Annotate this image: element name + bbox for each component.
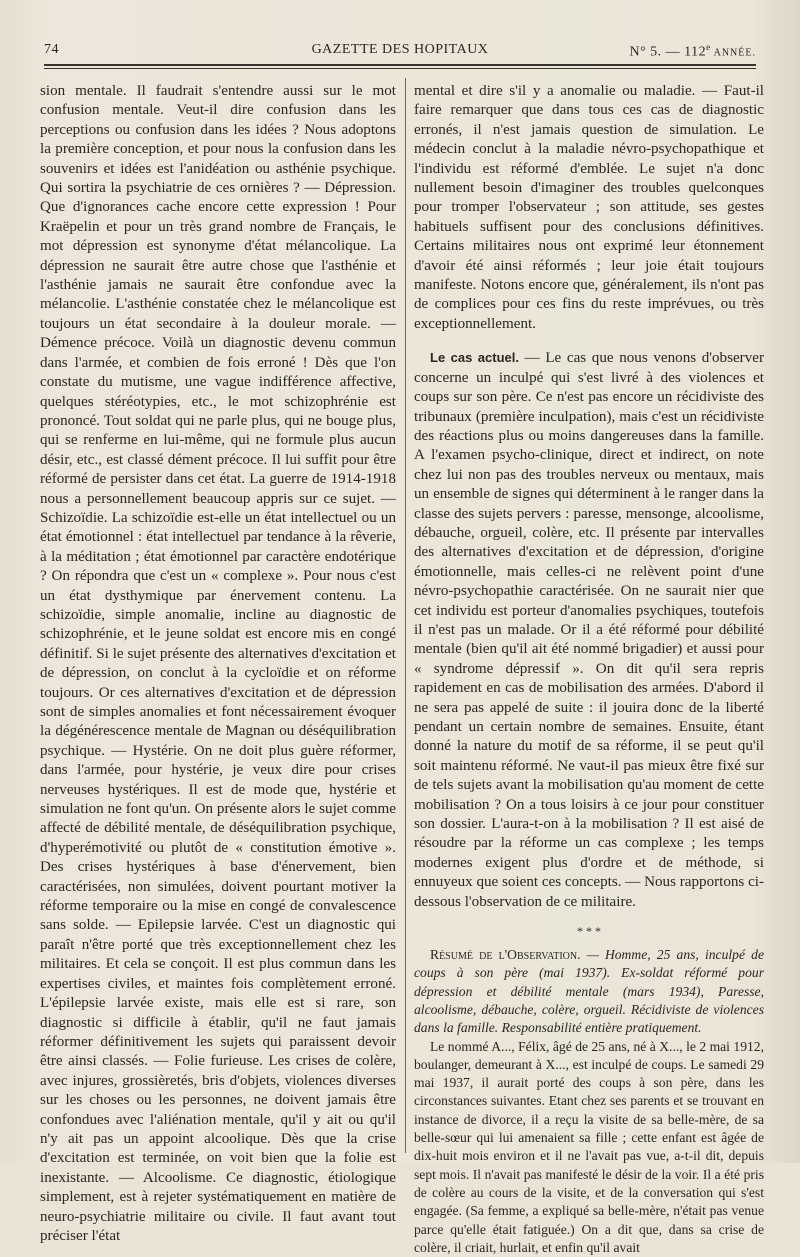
journal-title: GAZETTE DES HOPITAUX [311, 42, 489, 57]
case-section [414, 348, 764, 912]
section-stars: * * * [577, 924, 601, 939]
issue-number [629, 42, 756, 61]
observation-text: Le nommé A..., Félix, âgé de 25 ans, né à X..., le 2 mai 1912, boulanger, demeurant à X..., est inculpé de coups. Le samedi 29 mai 1937, il aurait porté des coups à son père, dans les circonstances suivantes. Etant chez ses parents et se trouvant en instance de divorce, il a reçu la visite de sa belle-mère, de sa belle-sœur qui lui amenaient sa fille ; cette enfant est âgée de dix-huit mois environ et il ne l'avait pas vue, a-t-il dit, depuis sept mois. Il n'avait pas manifesté le désir de la voir. Il a été pris de colère au cours de la visite, et de la conversation qui s'est engagée. (Sa femme, a expliqué sa belle-mère, n'était pas venue parce qu'elle était fatiguée.) On a dit que, dans sa crise de colère, il criait, hurlait, et enfin qu'il avait [414, 1038, 764, 1255]
case-subhead: Le cas actuel. [430, 350, 519, 366]
header-rule-thick [44, 64, 756, 66]
resume-paragraph [414, 946, 764, 1037]
resume-text: — Homme, 25 ans, inculpé de coups à son père (mai 1937). Ex-soldat réformé pour dépression et débilité mentale (mars 1934), Paresse, alcoolisme, débauche, colère, orgueil. Récidiviste de violences dans la famille. Responsabilité entière pratiquement. [414, 947, 764, 1036]
right-column [414, 82, 764, 1257]
header-rule-thin [44, 68, 756, 69]
case-text: — Le cas que nous venons d'observer concerne un inculpé qui s'est livré à des violences et coups sur son père. Ce n'est pas encore un récidiviste des tribunaux (première inculpation), mais c'est un récidiviste des réactions plus ou moins dangereuses dans la famille. A l'examen psycho-clinique, direct et indirect, on note chez lui non pas des troubles nerveux ou mentaux, mais un ensemble de signes qui déterminent à le ranger dans la classe des sujets pervers : paresse, mensonge, alcoolisme, débauche, orgueil, colère, etc. Il présente par intervalles des alternatives d'excitation et de dépression, d'origine émotionnelle, mais celles-ci ne relèvent point d'une névro-psychopathie caractérisée. On ne saurait nier que cet individu est porteur d'anomalies psychiques, toutefois il n'est pas un malade. Or il a été réformé pour débilité mentale (bien qu'il ait été nommé brigadier) et aussi pour « syndrome dépressif ». On dit qu'il sera repris rapidement en cas de mobilisation des armées. D'abord il ne sera pas appelé de suite : il jouira donc de la liberté pendant un certain nombre de semaines. Ensuite, étant donné la nature du motif de sa réforme, il se peut qu'il soit maintenu réformé. Ne vaut-il pas mieux être fixé sur de tels sujets avant la mobilisation qu'au moment de cette mobilisation ? On a tous loisirs à ce jour pour constituer son dossier. L'aura-t-on à la mobilisation ? Il est aisé de résoudre par la réforme un cas complexe ; les temps modernes exigent plus d'ordre et de méthode, si ennuyeux que soient ces concepts. — Nous rapportons ci-dessous l'observation de ce militaire. [414, 350, 765, 910]
issue-year-label: ANNÉE. [710, 47, 756, 59]
observation-block [414, 946, 764, 1257]
running-header [44, 34, 756, 62]
left-column [40, 82, 396, 1246]
page-number: 74 [44, 42, 59, 57]
right-column-text-1: mental et dire s'il y a anomalie ou maladie. — Faut-il faire remarquer que dans tous ces cas de diagnostic erronés, il n'est jamais question de simulation. Le médecin conclut à la maladie névro-psychopathique et l'individu est réformé d'emblée. Le sujet n'a donc nullement besoin d'imaginer des troubles quelconques pour tromper l'observateur ; son attitude, ses gestes habituels suffisent pour des conclusions définitives. Certains militaires nous ont exprimé leur étonnement d'avoir été ainsi réformés ; leur joie était toujours manifeste. Notons encore que, généralement, ils n'ont pas de complices pour ces fins du reste imprévues, ou très exceptionnellement. [414, 83, 764, 332]
issue-superscript: e [706, 42, 711, 52]
column-divider [405, 78, 406, 1153]
resume-label: Résumé de l'Observation. [430, 947, 581, 963]
left-column-text: sion mentale. Il faudrait s'entendre aussi sur le mot confusion mentale. Veut-il dire confusion dans les perceptions ou confusion dans les idées ? Nous adoptons la première conception, et pour nous la confusion dans les souvenirs et idées est l'anidéation ou asthénie psychique. Qui sortira la psychiatrie de ces ornières ? — Dépression. Que d'ignorances cache encore cette expression ! Pour Kraëpelin et pour un très grand nombre de Français, le mot dépression est synonyme d'état mélancolique. La dépression ne saurait être autre chose que l'asthénie et l'asthénie jamais ne saurait être confondue avec la mélancolie. L'asthénie constatée chez le mélancolique est toujours un état secondaire à la douleur morale. — Démence précoce. Voilà un diagnostic devenu commun dans l'armée, et combien de fois erroné ! Dès que l'on constate du mutisme, une vague indifférence affective, quelques stéréotypies, etc., le mot schizophrénie est prononcé. Tout soldat qui ne parle plus, qui ne bouge plus, qui se renferme en lui-même, qui ne formule plus aucun désir, etc., est classé dément précoce. Il lui suffit pour être réformé de persister dans cet état. La guerre de 1914-1918 nous a personnellement beaucoup appris sur ce sujet. — Schizoïdie. La schizoïdie est-elle un état intellectuel ou un état émotionnel : état intellectuel par tendance à la rêverie, à la méditation ; état émotionnel par caractère endotérique ? On répondra que c'est un « complexe ». Pour nous c'est un état dysthymique par énervement contenu. La schizoïdie, simple anomalie, incline au diagnostic de schizophrénie, et le jeune soldat est encore mis en congé définitif. Si le sujet présente des alternatives d'excitation et de dépression, on conclut à la cycloïdie et on réforme toujours. Or ces alternatives d'excitation et de dépression sont de simples anomalies et font nécessairement évoquer la dégénérescence mentale de Magnan ou déséquilibration psychique. — Hystérie. On ne doit plus guère réformer, dans l'armée, pour hystérie, je veux dire pour crises nerveuses hystériques. Il est de mode que, hystérie et simulation ne font qu'un. On présente alors le sujet comme affecté de débilité mentale, de déséquilibration psychique, d'hyperémotivité ou plutôt de « constitution émotive ». Des crises hystériques à base d'énervement, bien caractérisées, non simulées, doivent pourtant motiver la réforme temporaire ou la mise en congé de convalescence sans solde. — Epilepsie larvée. C'est un diagnostic qui paraît n'être porté que très exceptionnellement chez les militaires. Et cela se conçoit. Il est plus commun dans les expertises civiles, et maintes fois complètement erroné. L'épilepsie larvée existe, mais elle est si rare, son diagnostic si difficile à établir, qu'il ne faut jamais réformer définitivement les sujets qui paraissent devoir être ainsi classés. — Folie furieuse. Les crises de colère, avec injures, grossièretés, bris d'objets, violences diverses sur les choses ou les personnes, ne doivent jamais être confondues avec l'aliénation mentale, qu'il y ait ou qu'il n'y ait pas un appoint alcoolique. Dès que la crise d'excitation est terminée, on voit bien que la folie est inexistante. — Alcoolisme. Ce diagnostic, étiologique simplement, est à rejeter systématiquement en matière de neuro-psychiatrie militaire ou civile. Il faut avant tout préciser l'état [40, 83, 396, 1244]
issue-number-text: N° 5. — 112 [629, 44, 707, 60]
